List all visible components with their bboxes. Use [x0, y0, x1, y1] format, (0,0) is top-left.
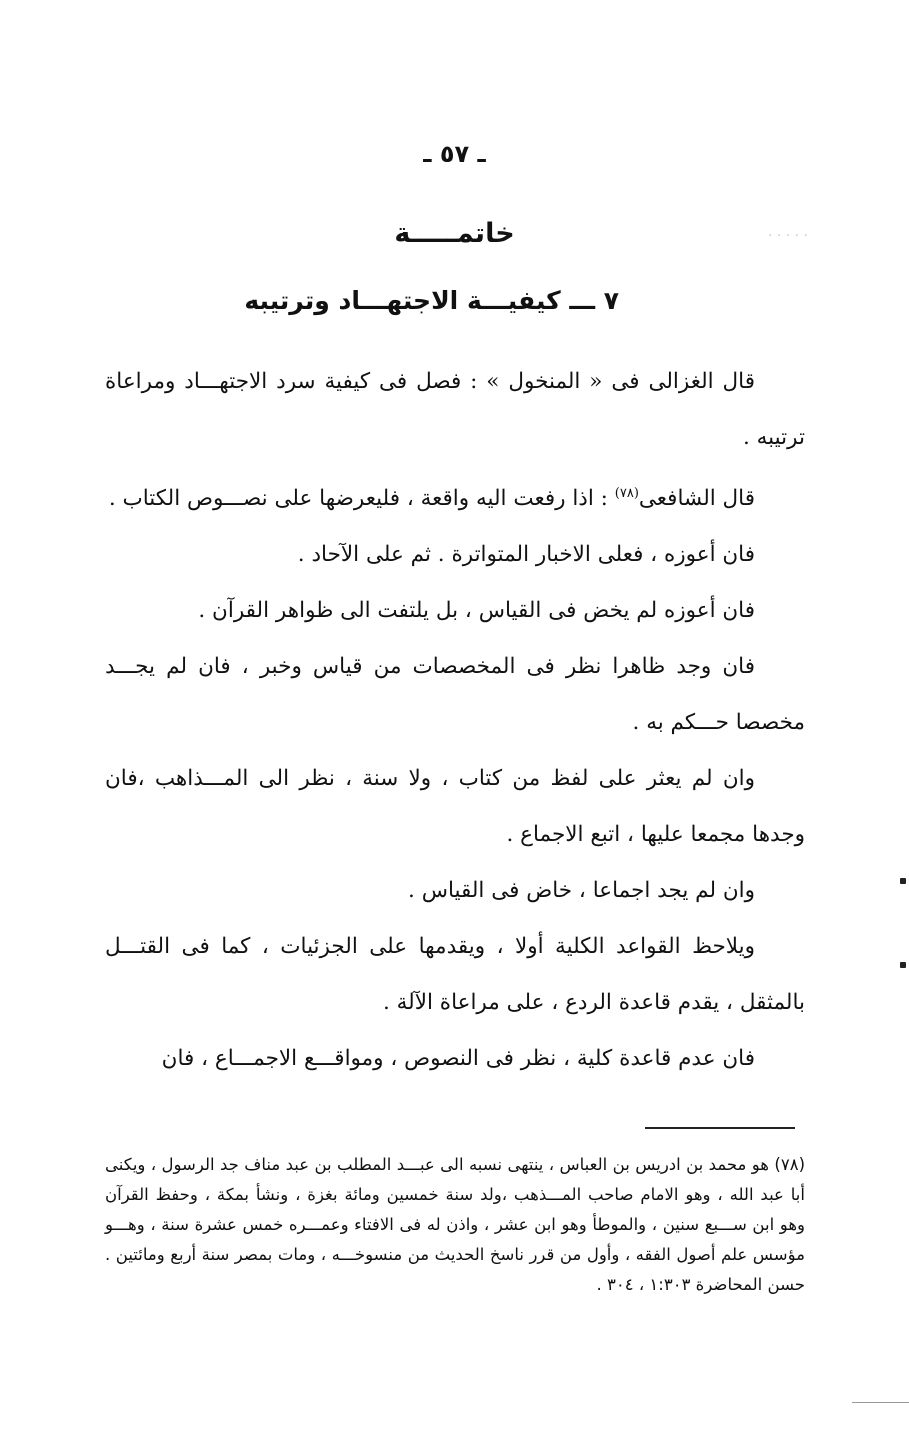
paragraph: قال الغزالى فى « المنخول » : فصل فى كيفية سرد الاجتهـــاد ومراعاة ترتيبه . [105, 369, 805, 450]
footnote-separator [645, 1127, 795, 1129]
edge-line [852, 1402, 909, 1403]
paragraph: فان وجد ظاهرا نظر فى المخصصات من قياس وخبر ، فان لم يجـــد مخصصا حـــكم به . [105, 654, 805, 736]
paragraph: فان عدم قاعدة كلية ، نظر فى النصوص ، ومواقـــع الاجمـــاع ، فان [161, 1046, 755, 1072]
chapter-title: خاتمـــــة [394, 218, 515, 249]
paragraph [105, 466, 805, 527]
footnote [105, 1150, 805, 1300]
paragraph: ويلاحظ القواعد الكلية أولا ، ويقدمها على الجزئيات ، كما فى القتـــل بالمثقل ، يقدم قاعدة الردع ، على مراعاة الآلة . [105, 934, 805, 1016]
scan-smudge: · · · · · [767, 228, 808, 244]
margin-mark [900, 962, 906, 968]
paragraph-text: : اذا رفعت اليه واقعة ، فليعرضها على نصـــوص الكتاب . [108, 486, 615, 512]
paragraph: وان لم يجد اجماعا ، خاض فى القياس . [408, 878, 755, 904]
page-number: ـ ٥٧ ـ [423, 140, 486, 168]
paragraph-text: قال الشافعى [638, 486, 755, 512]
paragraph: فان أعوزه ، فعلى الاخبار المتواترة . ثم على الآحاد . [297, 542, 755, 568]
body-text [105, 354, 805, 1087]
margin-mark [900, 878, 906, 884]
section-title: ٧ ـــ كيفيـــة الاجتهـــاد وترتيبه [244, 286, 619, 315]
paragraph: فان أعوزه لم يخض فى القياس ، بل يلتفت الى ظواهر القرآن . [198, 598, 755, 624]
paragraph: وان لم يعثر على لفظ من كتاب ، ولا سنة ، نظر الى المـــذاهب ،فان وجدها مجمعا عليها ، اتبع الاجماع . [105, 766, 805, 848]
footnote-text: (٧٨) هو محمد بن ادريس بن العباس ، ينتهى نسبه الى عبـــد المطلب بن عبد مناف جد الرسول ، ويكنى أبا عبد الله ، وهو الامام صاحب المـــذهب ،ولد سنة خمسين ومائة بغزة ، ونشأ بمكة ، وحفظ القرآن وهو ابن ســـبع سنين ، والموطأ وهو ابن عشر ، واذن له فى الافتاء وعمـــره خمس عشرة سنة ، وهـــو مؤسس علم أصول الفقه ، وأول من قرر ناسخ الحديث من منسوخـــه ، ومات بمصر سنة أربع ومائتين . حسن المحاضرة ١:٣٠٣ ، ٣٠٤ . [105, 1155, 805, 1294]
footnote-reference[interactable]: (٧٨) [614, 486, 639, 501]
